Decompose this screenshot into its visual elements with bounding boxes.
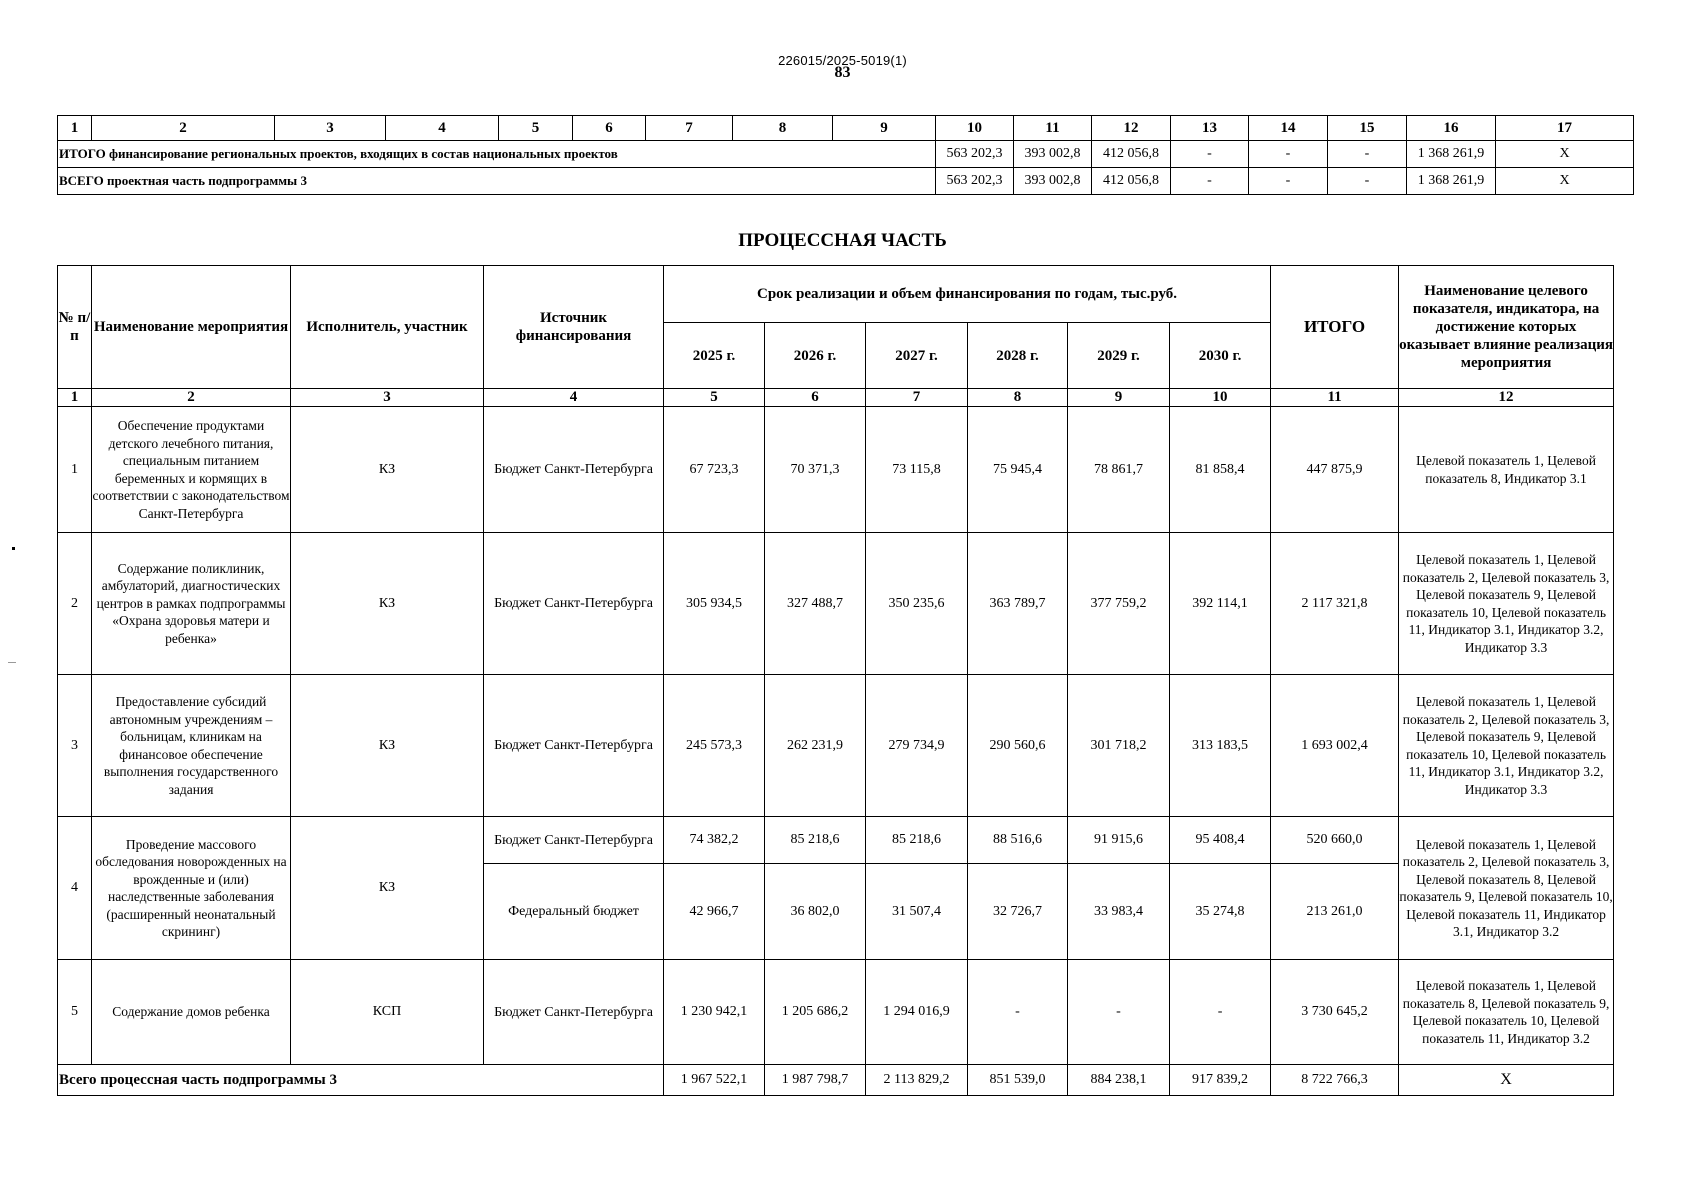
row-number: 3 (58, 675, 92, 817)
col-num: 9 (1068, 389, 1170, 407)
column-number-row (58, 116, 1634, 141)
col-num: 12 (1092, 116, 1171, 141)
cell-value: 75 945,4 (968, 407, 1068, 533)
table-row (58, 407, 1614, 533)
cell-value: 74 382,2 (664, 817, 765, 864)
col-num: 4 (484, 389, 664, 407)
cell-value: 81 858,4 (1170, 407, 1271, 533)
table-row (58, 168, 1634, 195)
col-num: 12 (1399, 389, 1614, 407)
funding-source: Бюджет Санкт-Петербурга (484, 817, 664, 864)
col-num: 5 (499, 116, 573, 141)
cell-value: - (968, 960, 1068, 1065)
cell-value: 1 294 016,9 (866, 960, 968, 1065)
col-num: 3 (275, 116, 386, 141)
row-total: 447 875,9 (1271, 407, 1399, 533)
cell-value: 88 516,6 (968, 817, 1068, 864)
process-part-table (57, 265, 1614, 1096)
col-num: 15 (1328, 116, 1407, 141)
total-value: 917 839,2 (1170, 1065, 1271, 1096)
scan-mark (8, 662, 16, 663)
row-number: 4 (58, 817, 92, 960)
header-source: Источник финансирования (484, 266, 664, 389)
indicators: Целевой показатель 1, Целевой показатель 2, Целевой показатель 3, Целевой показатель 8, Целевой показатель 9, Целевой показатель 10, Целевой показатель 11, Индикатор 3.1, Индикатор 3.2 (1399, 817, 1614, 960)
cell-value: 1 230 942,1 (664, 960, 765, 1065)
cell-value: - (1068, 960, 1170, 1065)
col-num: 14 (1249, 116, 1328, 141)
cell-value: 563 202,3 (936, 168, 1014, 195)
cell-value: 393 002,8 (1014, 141, 1092, 168)
project-part-table (57, 115, 1634, 195)
total-label: Всего процессная часть подпрограммы 3 (58, 1065, 664, 1096)
header-name: Наименование мероприятия (92, 266, 291, 389)
header-year: 2030 г. (1170, 323, 1271, 389)
activity-name: Содержание домов ребенка (92, 960, 291, 1065)
col-num: 17 (1496, 116, 1634, 141)
cell-value: 1 368 261,9 (1407, 141, 1496, 168)
table-row (58, 960, 1614, 1065)
header-period: Срок реализации и объем финансирования по годам, тыс.руб. (664, 266, 1271, 323)
cell-value: 36 802,0 (765, 864, 866, 960)
row-total: 2 117 321,8 (1271, 533, 1399, 675)
cell-value: 412 056,8 (1092, 141, 1171, 168)
indicators: Целевой показатель 1, Целевой показатель 2, Целевой показатель 3, Целевой показатель 9, Целевой показатель 10, Целевой показатель 11, Индикатор 3.1, Индикатор 3.2, Индикатор 3.3 (1399, 533, 1614, 675)
cell-value: 33 983,4 (1068, 864, 1170, 960)
cell-value: 95 408,4 (1170, 817, 1271, 864)
col-num: 8 (733, 116, 833, 141)
col-num: 6 (765, 389, 866, 407)
col-num: 10 (1170, 389, 1271, 407)
cell-value: - (1249, 141, 1328, 168)
header-year: 2027 г. (866, 323, 968, 389)
col-num: 9 (833, 116, 936, 141)
row-total: 520 660,0 (1271, 817, 1399, 864)
cell-value: 262 231,9 (765, 675, 866, 817)
table-row (58, 675, 1614, 817)
funding-source: Бюджет Санкт-Петербурга (484, 533, 664, 675)
cell-value: 363 789,7 (968, 533, 1068, 675)
total-value: 884 238,1 (1068, 1065, 1170, 1096)
cell-value: 32 726,7 (968, 864, 1068, 960)
header-row (58, 266, 1614, 323)
cell-value: 313 183,5 (1170, 675, 1271, 817)
cell-value: - (1328, 141, 1407, 168)
cell-value: 73 115,8 (866, 407, 968, 533)
col-num: 11 (1014, 116, 1092, 141)
col-num: 3 (291, 389, 484, 407)
col-num: 16 (1407, 116, 1496, 141)
cell-value: 350 235,6 (866, 533, 968, 675)
header-year: 2029 г. (1068, 323, 1170, 389)
total-value: 1 987 798,7 (765, 1065, 866, 1096)
cell-value: - (1171, 141, 1249, 168)
table-row (58, 817, 1614, 864)
row-total: 1 693 002,4 (1271, 675, 1399, 817)
funding-source: Бюджет Санкт-Петербурга (484, 960, 664, 1065)
col-num: 7 (866, 389, 968, 407)
cell-value: - (1249, 168, 1328, 195)
cell-value: 35 274,8 (1170, 864, 1271, 960)
cell-value: 279 734,9 (866, 675, 968, 817)
scan-mark (12, 547, 15, 550)
col-num: 11 (1271, 389, 1399, 407)
col-num: 1 (58, 116, 92, 141)
header-year: 2026 г. (765, 323, 866, 389)
row-number: 5 (58, 960, 92, 1065)
col-num: 7 (646, 116, 733, 141)
funding-source: Бюджет Санкт-Петербурга (484, 675, 664, 817)
col-num: 6 (573, 116, 646, 141)
cell-value: 85 218,6 (765, 817, 866, 864)
cell-value: 91 915,6 (1068, 817, 1170, 864)
cell-value: 563 202,3 (936, 141, 1014, 168)
total-value: 1 967 522,1 (664, 1065, 765, 1096)
cell-value: - (1328, 168, 1407, 195)
activity-name: Проведение массового обследования новорожденных на врожденные и (или) наследственные заболевания (расширенный неонатальный скрининг) (92, 817, 291, 960)
header-indicator: Наименование целевого показателя, индикатора, на достижение которых оказывает влияние реализация мероприятия (1399, 266, 1614, 389)
column-number-row (58, 389, 1614, 407)
cell-value: 392 114,1 (1170, 533, 1271, 675)
grand-total: 8 722 766,3 (1271, 1065, 1399, 1096)
indicators: Целевой показатель 1, Целевой показатель 8, Целевой показатель 9, Целевой показатель 10, Целевой показатель 11, Индикатор 3.2 (1399, 960, 1614, 1065)
executor: КЗ (291, 817, 484, 960)
total-indicator: X (1399, 1065, 1614, 1096)
table-row (58, 141, 1634, 168)
col-num: 13 (1171, 116, 1249, 141)
cell-value: 412 056,8 (1092, 168, 1171, 195)
cell-value: 1 368 261,9 (1407, 168, 1496, 195)
cell-value: 85 218,6 (866, 817, 968, 864)
cell-value: 70 371,3 (765, 407, 866, 533)
row-total: 213 261,0 (1271, 864, 1399, 960)
col-num: 4 (386, 116, 499, 141)
cell-value: 393 002,8 (1014, 168, 1092, 195)
total-value: 851 539,0 (968, 1065, 1068, 1096)
indicators: Целевой показатель 1, Целевой показатель 8, Индикатор 3.1 (1399, 407, 1614, 533)
cell-value: 42 966,7 (664, 864, 765, 960)
row-total: 3 730 645,2 (1271, 960, 1399, 1065)
row-label: ВСЕГО проектная часть подпрограммы 3 (58, 168, 936, 195)
col-num: 2 (92, 389, 291, 407)
indicators: Целевой показатель 1, Целевой показатель 2, Целевой показатель 3, Целевой показатель 9, Целевой показатель 10, Целевой показатель 11, Индикатор 3.1, Индикатор 3.2, Индикатор 3.3 (1399, 675, 1614, 817)
funding-source: Федеральный бюджет (484, 864, 664, 960)
cell-value: 301 718,2 (1068, 675, 1170, 817)
table-row (58, 533, 1614, 675)
cell-value: 305 934,5 (664, 533, 765, 675)
executor: КЗ (291, 675, 484, 817)
total-value: 2 113 829,2 (866, 1065, 968, 1096)
section-title: ПРОЦЕССНАЯ ЧАСТЬ (738, 230, 947, 251)
header-executor: Исполнитель, участник (291, 266, 484, 389)
col-num: 8 (968, 389, 1068, 407)
cell-value: X (1496, 168, 1634, 195)
cell-value: 377 759,2 (1068, 533, 1170, 675)
document-number: 226015/2025-5019(1) (778, 53, 907, 68)
col-num: 2 (92, 116, 275, 141)
page-number: 83 (834, 64, 851, 81)
header-total: ИТОГО (1271, 266, 1399, 389)
cell-value: 327 488,7 (765, 533, 866, 675)
total-row (58, 1065, 1614, 1096)
cell-value: 78 861,7 (1068, 407, 1170, 533)
row-number: 1 (58, 407, 92, 533)
cell-value: - (1170, 960, 1271, 1065)
header-year: 2025 г. (664, 323, 765, 389)
row-label: ИТОГО финансирование региональных проектов, входящих в состав национальных проектов (58, 141, 936, 168)
executor: КСП (291, 960, 484, 1065)
cell-value: 67 723,3 (664, 407, 765, 533)
cell-value: 31 507,4 (866, 864, 968, 960)
header-year: 2028 г. (968, 323, 1068, 389)
executor: КЗ (291, 533, 484, 675)
cell-value: 1 205 686,2 (765, 960, 866, 1065)
activity-name: Обеспечение продуктами детского лечебного питания, специальным питанием беременных и кормящих в соответствии с законодательством Санкт-Петербурга (92, 407, 291, 533)
col-num: 1 (58, 389, 92, 407)
col-num: 10 (936, 116, 1014, 141)
funding-source: Бюджет Санкт-Петербурга (484, 407, 664, 533)
activity-name: Содержание поликлиник, амбулаторий, диагностических центров в рамках подпрограммы «Охрана здоровья матери и ребенка» (92, 533, 291, 675)
col-num: 5 (664, 389, 765, 407)
activity-name: Предоставление субсидий автономным учреждениям – больницам, клиникам на финансовое обеспечение выполнения государственного задания (92, 675, 291, 817)
cell-value: - (1171, 168, 1249, 195)
cell-value: 290 560,6 (968, 675, 1068, 817)
header-num: № п/п (58, 266, 92, 389)
cell-value: 245 573,3 (664, 675, 765, 817)
cell-value: X (1496, 141, 1634, 168)
row-number: 2 (58, 533, 92, 675)
executor: КЗ (291, 407, 484, 533)
